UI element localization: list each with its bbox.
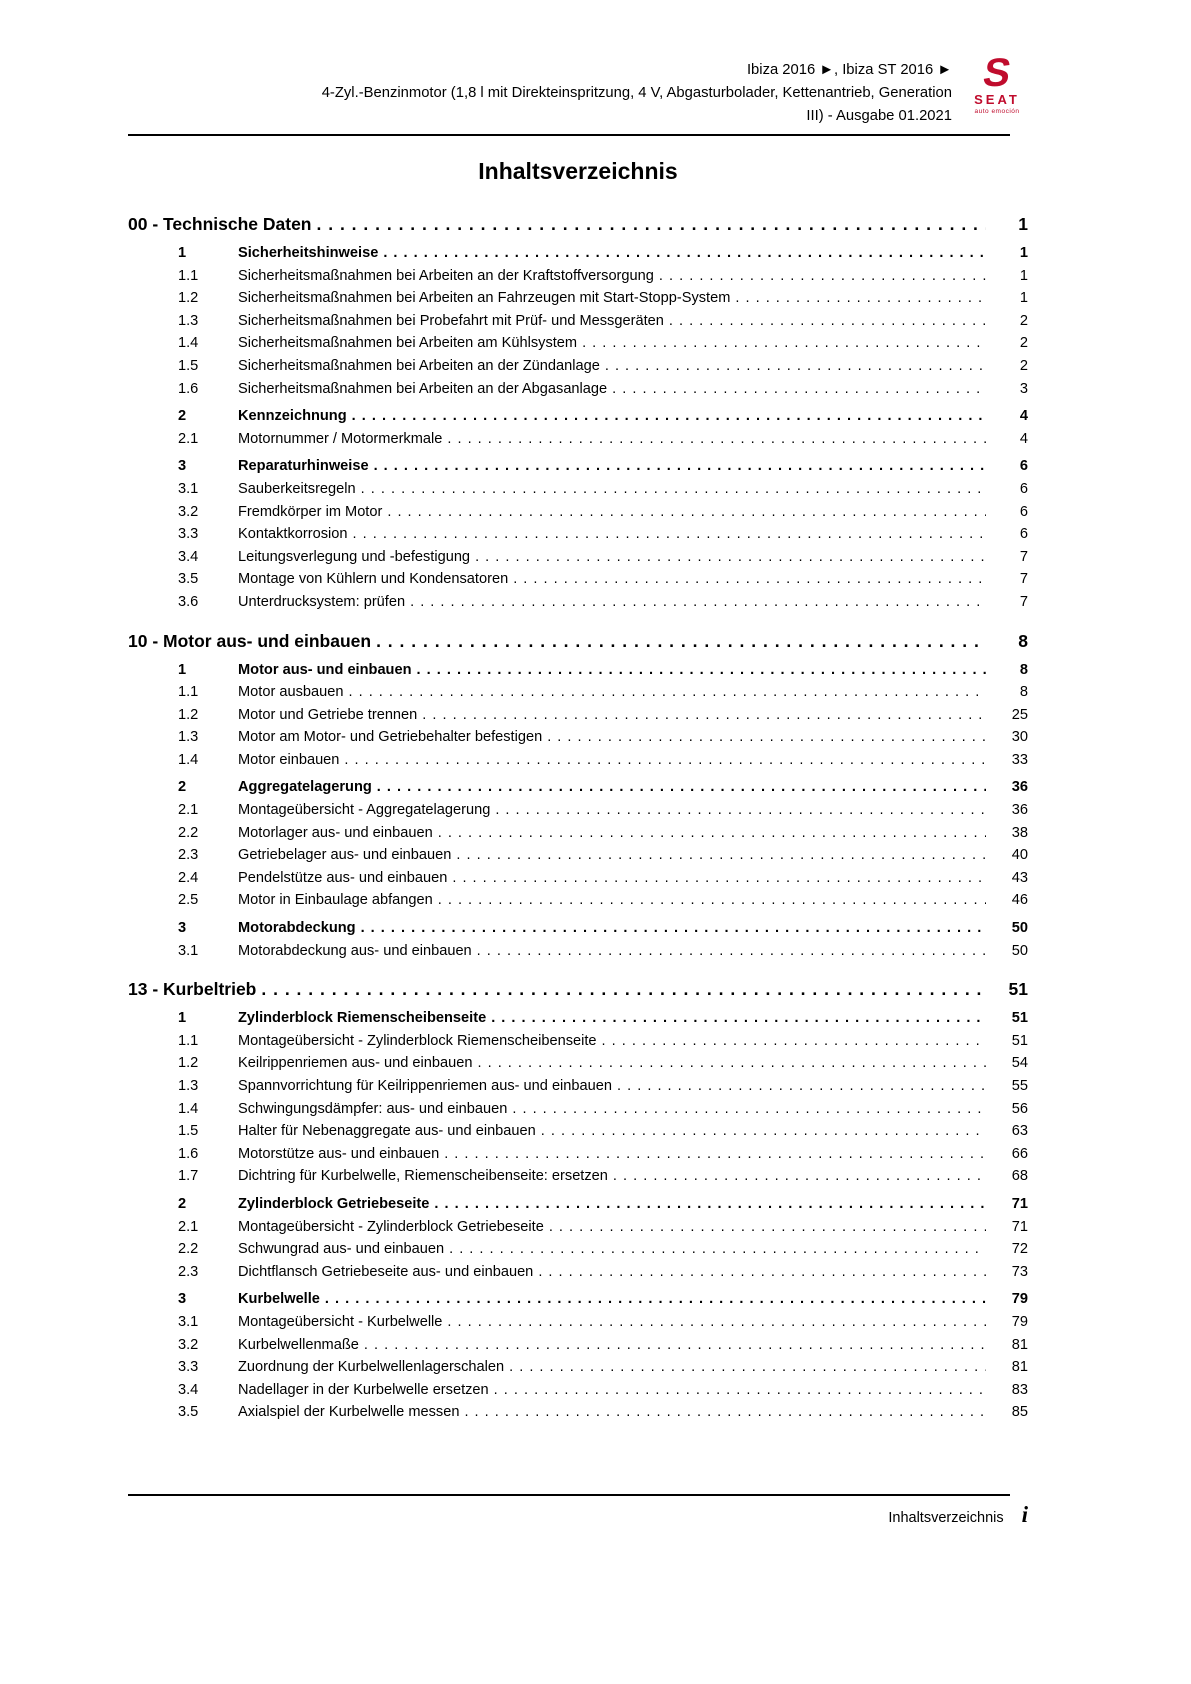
toc-entry-row	[128, 405, 1028, 428]
toc-entry-row	[128, 844, 1028, 867]
toc-entry-number: 2.2	[178, 1241, 199, 1258]
toc-entry-label: Axialspiel der Kurbelwelle messen	[238, 1404, 460, 1421]
toc-leader	[612, 378, 986, 401]
toc-leader	[491, 1007, 986, 1030]
toc-leader	[509, 1356, 986, 1379]
toc-entry-label: Kurbelwellenmaße	[238, 1336, 359, 1353]
toc-entry-label: Sicherheitshinweise	[238, 245, 379, 261]
toc-entry-number: 3.1	[178, 942, 199, 959]
toc-leader	[613, 1165, 986, 1188]
toc-leader	[348, 681, 986, 704]
seat-logo	[966, 53, 1028, 116]
toc-entry-label: Getriebelager aus- und einbauen	[238, 847, 452, 864]
toc-page-number: 33	[1011, 751, 1028, 768]
toc-page-number: 6	[1019, 480, 1028, 497]
toc-entry-label: Motor und Getriebe trennen	[238, 706, 418, 723]
toc-entry-row	[128, 917, 1028, 940]
toc-entry-row	[128, 1007, 1028, 1030]
toc-entry-label: Sauberkeitsregeln	[238, 480, 356, 497]
toc-entry-row	[128, 1261, 1028, 1284]
toc-entry-number: 1.2	[178, 1055, 199, 1072]
toc-entry-row	[128, 1379, 1028, 1402]
toc-entry-number: 1.4	[178, 751, 199, 768]
toc-entry-row	[128, 355, 1028, 378]
toc-entry-number: 3	[178, 920, 187, 937]
toc-page-number: 83	[1011, 1381, 1028, 1398]
toc-entry-number: 1.2	[178, 290, 199, 307]
toc-entry-label: Sicherheitsmaßnahmen bei Arbeiten an Fahrzeugen mit Start-Stopp-System	[238, 290, 731, 307]
toc-entry-number: 3	[178, 458, 187, 475]
toc-page-number: 43	[1011, 869, 1028, 886]
toc-leader	[605, 355, 986, 378]
toc-leader	[617, 1075, 986, 1098]
toc-leader	[325, 1288, 986, 1311]
toc-entry-label: Halter für Nebenaggregate aus- und einbauen	[238, 1123, 536, 1140]
toc-entry-row	[128, 889, 1028, 912]
toc-leader	[449, 1238, 986, 1261]
toc-entry-number: 2.2	[178, 824, 199, 841]
toc-entry-label: Spannvorrichtung für Keilrippenriemen aus- und einbauen	[238, 1078, 613, 1094]
document-header	[128, 51, 1028, 128]
toc-entry-label: Sicherheitsmaßnahmen bei Probefahrt mit Prüf- und Messgeräten	[238, 312, 664, 329]
toc-entry-label: Dichtflansch Getriebeseite aus- und einbauen	[238, 1263, 534, 1280]
toc-entry-number: 3.4	[178, 548, 199, 565]
toc-page-number: 7	[1019, 593, 1028, 610]
toc-entry-number: 1.1	[178, 267, 199, 284]
toc-leader	[447, 428, 986, 451]
toc-page-number: 55	[1011, 1078, 1028, 1094]
toc-entry-row	[128, 799, 1028, 822]
toc-page-number: 73	[1011, 1263, 1028, 1280]
toc-entry-label: Pendelstütze aus- und einbauen	[238, 869, 448, 886]
toc-entry-label: Motor ausbauen	[238, 684, 344, 701]
toc-chapter-row	[128, 211, 1028, 237]
toc-page-number: 50	[1011, 942, 1028, 959]
toc-leader	[434, 1193, 986, 1216]
toc-entry-number: 1.4	[178, 1100, 199, 1117]
toc-entry-row	[128, 378, 1028, 401]
toc-entry-number: 1.3	[178, 312, 199, 329]
toc-leader	[417, 659, 986, 682]
toc-entry-row	[128, 242, 1028, 265]
toc-page-number: 2	[1019, 357, 1028, 374]
header-text-block	[322, 56, 952, 128]
toc-entry-label: Motorlager aus- und einbauen	[238, 824, 433, 841]
seat-tagline: auto emoción	[974, 108, 1020, 115]
toc-page-number: 2	[1019, 335, 1028, 352]
toc-entry-label: Kurbelwelle	[238, 1291, 320, 1308]
toc-entry-number: 3.3	[178, 1359, 199, 1376]
toc-leader	[512, 1098, 986, 1121]
toc-entry-number: 1.5	[178, 357, 199, 374]
toc-entry-row	[128, 1334, 1028, 1357]
toc-leader	[361, 478, 986, 501]
toc-leader	[456, 844, 986, 867]
toc-entry-row	[128, 546, 1028, 569]
toc-leader	[477, 940, 986, 963]
toc-entry-label: Motor aus- und einbauen	[238, 661, 412, 678]
toc-entry-label: Motorabdeckung	[238, 920, 356, 937]
toc-leader	[602, 1030, 986, 1053]
toc-entry-number: 3.5	[178, 1404, 199, 1421]
toc-entry-label: Aggregatelagerung	[238, 779, 372, 796]
toc-page-number: 71	[1011, 1195, 1028, 1212]
toc-page-number: 81	[1011, 1336, 1028, 1353]
toc-leader	[377, 776, 986, 799]
toc-entry-row	[128, 681, 1028, 704]
toc-leader	[344, 749, 986, 772]
toc-leader	[361, 917, 986, 940]
toc-page-number: 81	[1011, 1359, 1028, 1376]
footer-row	[128, 1496, 1028, 1526]
footer-page-number: i	[1021, 1502, 1028, 1527]
toc-page-number: 4	[1019, 430, 1028, 447]
header-engine-line: 4-Zyl.-Benzinmotor (1,8 l mit Direkteinspritzung, 4 V, Abgasturbolader, Kettenantrieb, Generation	[321, 85, 952, 101]
toc-leader	[477, 1052, 986, 1075]
toc-leader	[513, 568, 986, 591]
toc-entry-row	[128, 1098, 1028, 1121]
toc-entry-row	[128, 1120, 1028, 1143]
toc-entry-number: 1.6	[178, 380, 199, 397]
toc-entry-label: Motorstütze aus- und einbauen	[238, 1145, 440, 1162]
toc-entry-row	[128, 1238, 1028, 1261]
toc-entry-row	[128, 428, 1028, 451]
toc-page-number: 4	[1019, 408, 1028, 425]
toc-page-number: 6	[1019, 526, 1028, 543]
toc-entry-row	[128, 1052, 1028, 1075]
toc-entry-label: Montageübersicht - Zylinderblock Getriebeseite	[238, 1218, 544, 1235]
toc-page-number: 1	[1019, 245, 1028, 261]
seat-wordmark: SEAT	[974, 92, 1020, 107]
toc-leader	[353, 523, 986, 546]
toc-leader	[438, 889, 986, 912]
toc-leader	[364, 1334, 986, 1357]
toc-entry-number: 1.3	[178, 729, 199, 746]
toc-leader	[659, 265, 986, 288]
toc-entry-label: Sicherheitsmaßnahmen bei Arbeiten an der Abgasanlage	[238, 380, 608, 397]
toc-entry-label: Zylinderblock Getriebeseite	[238, 1195, 430, 1212]
toc-page-number: 54	[1011, 1055, 1028, 1072]
toc-leader	[422, 704, 986, 727]
toc-leader	[735, 287, 986, 310]
toc-entry-label: Montageübersicht - Aggregatelagerung	[238, 802, 491, 819]
toc-entry-label: Fremdkörper im Motor	[238, 503, 383, 520]
toc-leader	[438, 822, 986, 845]
footer-label: Inhaltsverzeichnis	[888, 1510, 1004, 1526]
toc-page-number: 7	[1019, 548, 1028, 565]
toc-entry-row	[128, 822, 1028, 845]
toc-entry-row	[128, 1288, 1028, 1311]
toc-chapter-row	[128, 628, 1028, 654]
document-footer	[128, 1488, 1028, 1526]
toc-entry-number: 3.1	[178, 1313, 199, 1330]
toc-entry-number: 2.1	[178, 802, 199, 819]
toc-entry-row	[128, 332, 1028, 355]
toc-entry-row	[128, 478, 1028, 501]
toc-entry-label: Sicherheitsmaßnahmen bei Arbeiten am Kühlsystem	[238, 335, 578, 352]
toc-page-number: 1	[1018, 214, 1028, 234]
toc-page-number: 3	[1019, 380, 1028, 397]
toc-entry-row	[128, 1165, 1028, 1188]
toc-chapter-row	[128, 976, 1028, 1002]
toc-entry-number: 3.5	[178, 571, 199, 588]
toc-entry-number: 1	[178, 1010, 187, 1027]
toc-entry-label: Montage von Kühlern und Kondensatoren	[238, 571, 509, 588]
toc-leader	[261, 976, 986, 1002]
toc-page-number: 51	[1011, 1032, 1028, 1049]
toc-entry-number: 1	[178, 245, 187, 261]
toc-page-number: 36	[1011, 779, 1028, 796]
toc-leader	[464, 1401, 986, 1424]
toc-entry-row	[128, 940, 1028, 963]
toc-leader	[374, 455, 986, 478]
toc-page-number: 38	[1011, 824, 1028, 841]
toc-page-number: 56	[1011, 1100, 1028, 1117]
toc-leader	[669, 310, 986, 333]
toc-entry-number: 2.1	[178, 430, 199, 447]
toc-entry-row	[128, 867, 1028, 890]
toc-leader	[376, 628, 986, 654]
toc-leader	[383, 242, 986, 265]
toc-entry-row	[128, 1075, 1028, 1098]
toc-entry-label: Motorabdeckung aus- und einbauen	[238, 942, 472, 959]
toc-leader	[495, 799, 986, 822]
toc-entry-number: 3.1	[178, 480, 199, 497]
seat-s-icon: S	[979, 51, 1015, 95]
toc-leader	[447, 1311, 986, 1334]
toc-page-number: 1	[1019, 267, 1028, 284]
toc-entry-label: Reparaturhinweise	[238, 458, 369, 475]
toc-entry-row	[128, 1193, 1028, 1216]
header-divider	[128, 134, 1010, 136]
toc-entry-number: 3.2	[178, 503, 199, 520]
toc-entry-row	[128, 568, 1028, 591]
toc-leader	[387, 501, 986, 524]
toc-entry-row	[128, 455, 1028, 478]
toc-page-number: 72	[1011, 1241, 1028, 1258]
toc-leader	[352, 405, 986, 428]
toc-page-number: 71	[1011, 1218, 1028, 1235]
toc-page-number: 8	[1019, 661, 1028, 678]
toc-entry-row	[128, 310, 1028, 333]
toc-leader	[538, 1261, 986, 1284]
toc-entry-label: Motor am Motor- und Getriebehalter befestigen	[238, 729, 543, 746]
toc-page-number: 1	[1019, 290, 1028, 307]
toc-leader	[410, 591, 986, 614]
toc-leader	[317, 211, 987, 237]
toc-page-number: 51	[1011, 1010, 1028, 1027]
toc-entry-label: Zylinderblock Riemenscheibenseite	[238, 1010, 487, 1027]
toc-entry-row	[128, 776, 1028, 799]
toc-entry-number: 1.1	[178, 1032, 199, 1049]
toc-entry-row	[128, 659, 1028, 682]
page-title: Inhaltsverzeichnis	[478, 158, 678, 184]
toc-entry-row	[128, 523, 1028, 546]
toc-entry-number: 1.5	[178, 1123, 199, 1140]
toc-page-number: 6	[1019, 503, 1028, 520]
toc-page-number: 85	[1011, 1404, 1028, 1421]
toc-entry-row	[128, 749, 1028, 772]
toc-page-number: 6	[1019, 458, 1028, 475]
toc-page-number: 63	[1011, 1123, 1028, 1140]
toc-page-number: 46	[1011, 892, 1028, 909]
toc-page-number: 50	[1011, 920, 1028, 937]
toc-entry-label: Kennzeichnung	[238, 408, 347, 425]
toc-page-number: 79	[1011, 1291, 1028, 1308]
toc-entry-number: 3.6	[178, 593, 199, 610]
header-model-line: Ibiza 2016 ►, Ibiza ST 2016 ►	[746, 62, 952, 78]
toc-entry-number: 2.3	[178, 847, 199, 864]
toc-entry-number: 1.3	[178, 1078, 199, 1094]
toc-entry-label: Zuordnung der Kurbelwellenlagerschalen	[238, 1359, 505, 1376]
toc-page-number: 8	[1019, 684, 1028, 701]
toc-entry-label: Kontaktkorrosion	[238, 526, 348, 543]
toc-page-number: 7	[1019, 571, 1028, 588]
toc-entry-number: 2	[178, 1195, 187, 1212]
table-of-contents	[128, 211, 1028, 1424]
toc-page-number: 66	[1011, 1145, 1028, 1162]
toc-entry-label: Schwingungsdämpfer: aus- und einbauen	[238, 1100, 508, 1117]
toc-chapter-title: 10 - Motor aus- und einbauen	[128, 630, 372, 651]
toc-entry-number: 2.3	[178, 1263, 199, 1280]
toc-leader	[494, 1379, 986, 1402]
toc-entry-number: 3.4	[178, 1381, 199, 1398]
toc-entry-row	[128, 1030, 1028, 1053]
toc-entry-number: 3.3	[178, 526, 199, 543]
toc-entry-number: 1.6	[178, 1145, 199, 1162]
toc-entry-number: 1.7	[178, 1168, 199, 1185]
toc-chapter-title: 00 - Technische Daten	[128, 214, 312, 234]
toc-entry-row	[128, 704, 1028, 727]
toc-entry-number: 1.1	[178, 684, 199, 701]
toc-entry-number: 2.5	[178, 892, 199, 909]
toc-leader	[549, 1216, 986, 1239]
toc-entry-number: 1.2	[178, 706, 199, 723]
toc-entry-label: Sicherheitsmaßnahmen bei Arbeiten an der Zündanlage	[238, 357, 600, 374]
toc-page-number: 51	[1008, 979, 1028, 1000]
toc-entry-row	[128, 1216, 1028, 1239]
toc-entry-row	[128, 265, 1028, 288]
toc-entry-row	[128, 726, 1028, 749]
toc-page-number: 36	[1011, 802, 1028, 819]
toc-entry-label: Schwungrad aus- und einbauen	[238, 1241, 445, 1258]
toc-page-number: 30	[1011, 729, 1028, 746]
toc-entry-row	[128, 1401, 1028, 1424]
toc-entry-row	[128, 287, 1028, 310]
toc-entry-row	[128, 501, 1028, 524]
toc-chapter-title: 13 - Kurbeltrieb	[128, 979, 257, 1000]
toc-page-number: 25	[1011, 706, 1028, 723]
toc-leader	[541, 1120, 986, 1143]
toc-leader	[444, 1143, 986, 1166]
toc-leader	[547, 726, 986, 749]
toc-page-number: 8	[1018, 630, 1028, 651]
toc-entry-label: Keilrippenriemen aus- und einbauen	[238, 1055, 473, 1072]
header-edition-line: III) - Ausgabe 01.2021	[806, 108, 952, 124]
toc-entry-label: Montageübersicht - Zylinderblock Riemenscheibenseite	[238, 1032, 597, 1049]
toc-entry-number: 3	[178, 1291, 187, 1308]
toc-entry-number: 2	[178, 779, 187, 796]
toc-entry-label: Montageübersicht - Kurbelwelle	[238, 1313, 443, 1330]
toc-entry-number: 1	[178, 661, 187, 678]
toc-entry-number: 2.4	[178, 869, 199, 886]
toc-entry-label: Dichtring für Kurbelwelle, Riemenscheibenseite: ersetzen	[238, 1168, 608, 1185]
toc-entry-label: Sicherheitsmaßnahmen bei Arbeiten an der Kraftstoffversorgung	[238, 267, 654, 284]
toc-entry-label: Motor in Einbaulage abfangen	[238, 892, 433, 909]
toc-entry-label: Nadellager in der Kurbelwelle ersetzen	[238, 1381, 489, 1398]
toc-entry-row	[128, 1143, 1028, 1166]
toc-entry-label: Motornummer / Motormerkmale	[238, 430, 443, 447]
toc-page-number: 79	[1011, 1313, 1028, 1330]
toc-entry-row	[128, 1311, 1028, 1334]
toc-page-number: 40	[1011, 847, 1028, 864]
toc-leader	[452, 867, 986, 890]
toc-entry-label: Leitungsverlegung und -befestigung	[238, 548, 471, 565]
toc-entry-row	[128, 591, 1028, 614]
toc-entry-number: 2.1	[178, 1218, 199, 1235]
toc-entry-number: 3.2	[178, 1336, 199, 1353]
toc-entry-number: 1.4	[178, 335, 199, 352]
toc-page-number: 68	[1011, 1168, 1028, 1185]
toc-entry-row	[128, 1356, 1028, 1379]
toc-page-number: 2	[1019, 312, 1028, 329]
toc-leader	[475, 546, 986, 569]
toc-entry-number: 2	[178, 408, 187, 425]
toc-entry-label: Unterdrucksystem: prüfen	[238, 593, 406, 610]
toc-entry-label: Motor einbauen	[238, 751, 340, 768]
toc-leader	[582, 332, 986, 355]
